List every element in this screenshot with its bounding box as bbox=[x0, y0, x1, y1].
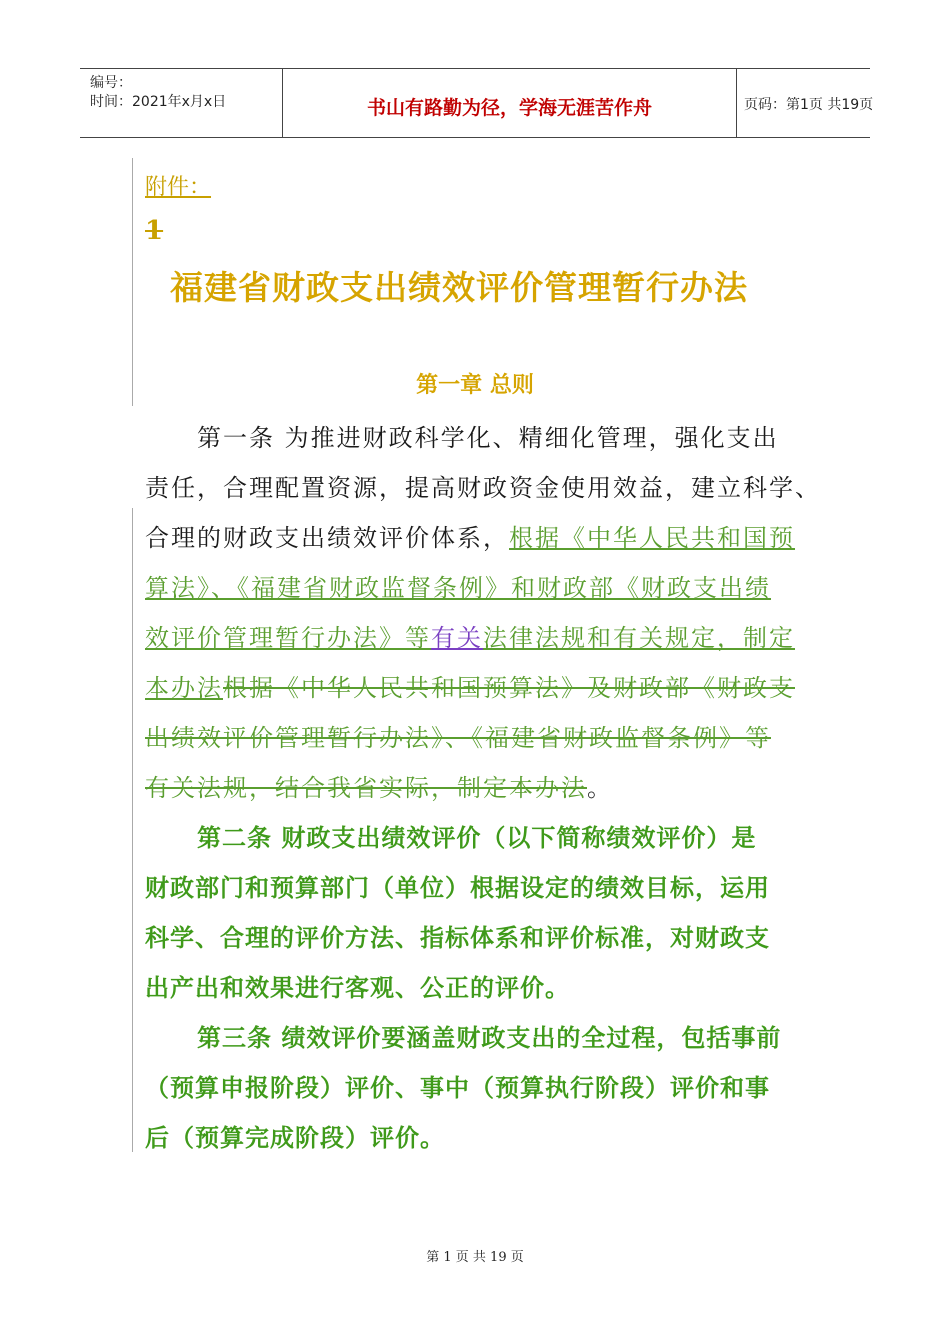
article-3-line: 后（预算完成阶段）评价。 bbox=[145, 1124, 445, 1152]
header-page-cell bbox=[736, 69, 874, 137]
article-1-line: 责任，合理配置资源，提高财政资金使用效益，建立科学、 bbox=[145, 474, 821, 502]
revised-text: 有关 bbox=[431, 624, 483, 652]
document-number-label: 编号： bbox=[90, 75, 132, 91]
header-info-cell bbox=[80, 69, 282, 137]
inserted-text: 本办法 bbox=[145, 674, 223, 702]
deleted-text: 出绩效评价管理暂行办法》、《福建省财政监督条例》等 bbox=[145, 724, 771, 752]
article-2-line: 出产出和效果进行客观、公正的评价。 bbox=[145, 974, 570, 1002]
article-1-line: 第一条 为推进财政科学化、精细化管理，强化支出 bbox=[197, 424, 779, 452]
inserted-text: 根据《中华人民共和国预 bbox=[509, 524, 795, 552]
chapter-heading: 第一章 总则 bbox=[416, 373, 534, 398]
article-2-line: 科学、合理的评价方法、指标体系和评价标准，对财政支 bbox=[145, 924, 770, 952]
article-3-line: 第三条 绩效评价要涵盖财政支出的全过程，包括事前 bbox=[197, 1024, 782, 1052]
article-3-line: （预算申报阶段）评价、事中（预算执行阶段）评价和事 bbox=[145, 1074, 770, 1102]
page-footer: 第 1 页 共 19 页 bbox=[426, 1250, 524, 1265]
change-bar bbox=[132, 508, 133, 1152]
attachment-number: 1 bbox=[145, 216, 164, 246]
deleted-text: 根据《中华人民共和国预算法》及财政部《财政支 bbox=[223, 674, 795, 702]
inserted-text: 算法》、《福建省财政监督条例》和财政部《财政支出绩 bbox=[145, 574, 771, 602]
plain-text: 合理的财政支出绩效评价体系， bbox=[145, 524, 509, 552]
article-1-line bbox=[145, 518, 795, 553]
attachment-label: 附件： bbox=[145, 175, 212, 200]
article-1-line bbox=[145, 718, 771, 753]
article-1-line bbox=[145, 668, 795, 703]
article-2-line: 财政部门和预算部门（单位）根据设定的绩效目标，运用 bbox=[145, 874, 770, 902]
header-motto: 书山有路勤为径，学海无涯苦作舟 bbox=[366, 97, 652, 119]
deleted-text: 有关法规，结合我省实际，制定本办法 bbox=[145, 774, 587, 802]
header-motto-cell bbox=[282, 69, 737, 137]
article-1-line bbox=[145, 568, 771, 603]
page-header-table bbox=[80, 68, 874, 138]
inserted-text: 法律法规和有关规定，制定 bbox=[483, 624, 795, 652]
article-1-line bbox=[145, 618, 795, 653]
plain-text: 。 bbox=[587, 774, 613, 802]
document-date-label: 时间：2021年x月x日 bbox=[90, 94, 227, 110]
article-1-line bbox=[145, 768, 613, 803]
inserted-text: 效评价管理暂行办法》等 bbox=[145, 624, 431, 652]
article-2-line: 第二条 财政支出绩效评价（以下简称绩效评价）是 bbox=[197, 824, 757, 852]
header-page-number: 页码：第1页 共19页 bbox=[744, 97, 874, 113]
document-title: 福建省财政支出绩效评价管理暂行办法 bbox=[170, 268, 748, 307]
